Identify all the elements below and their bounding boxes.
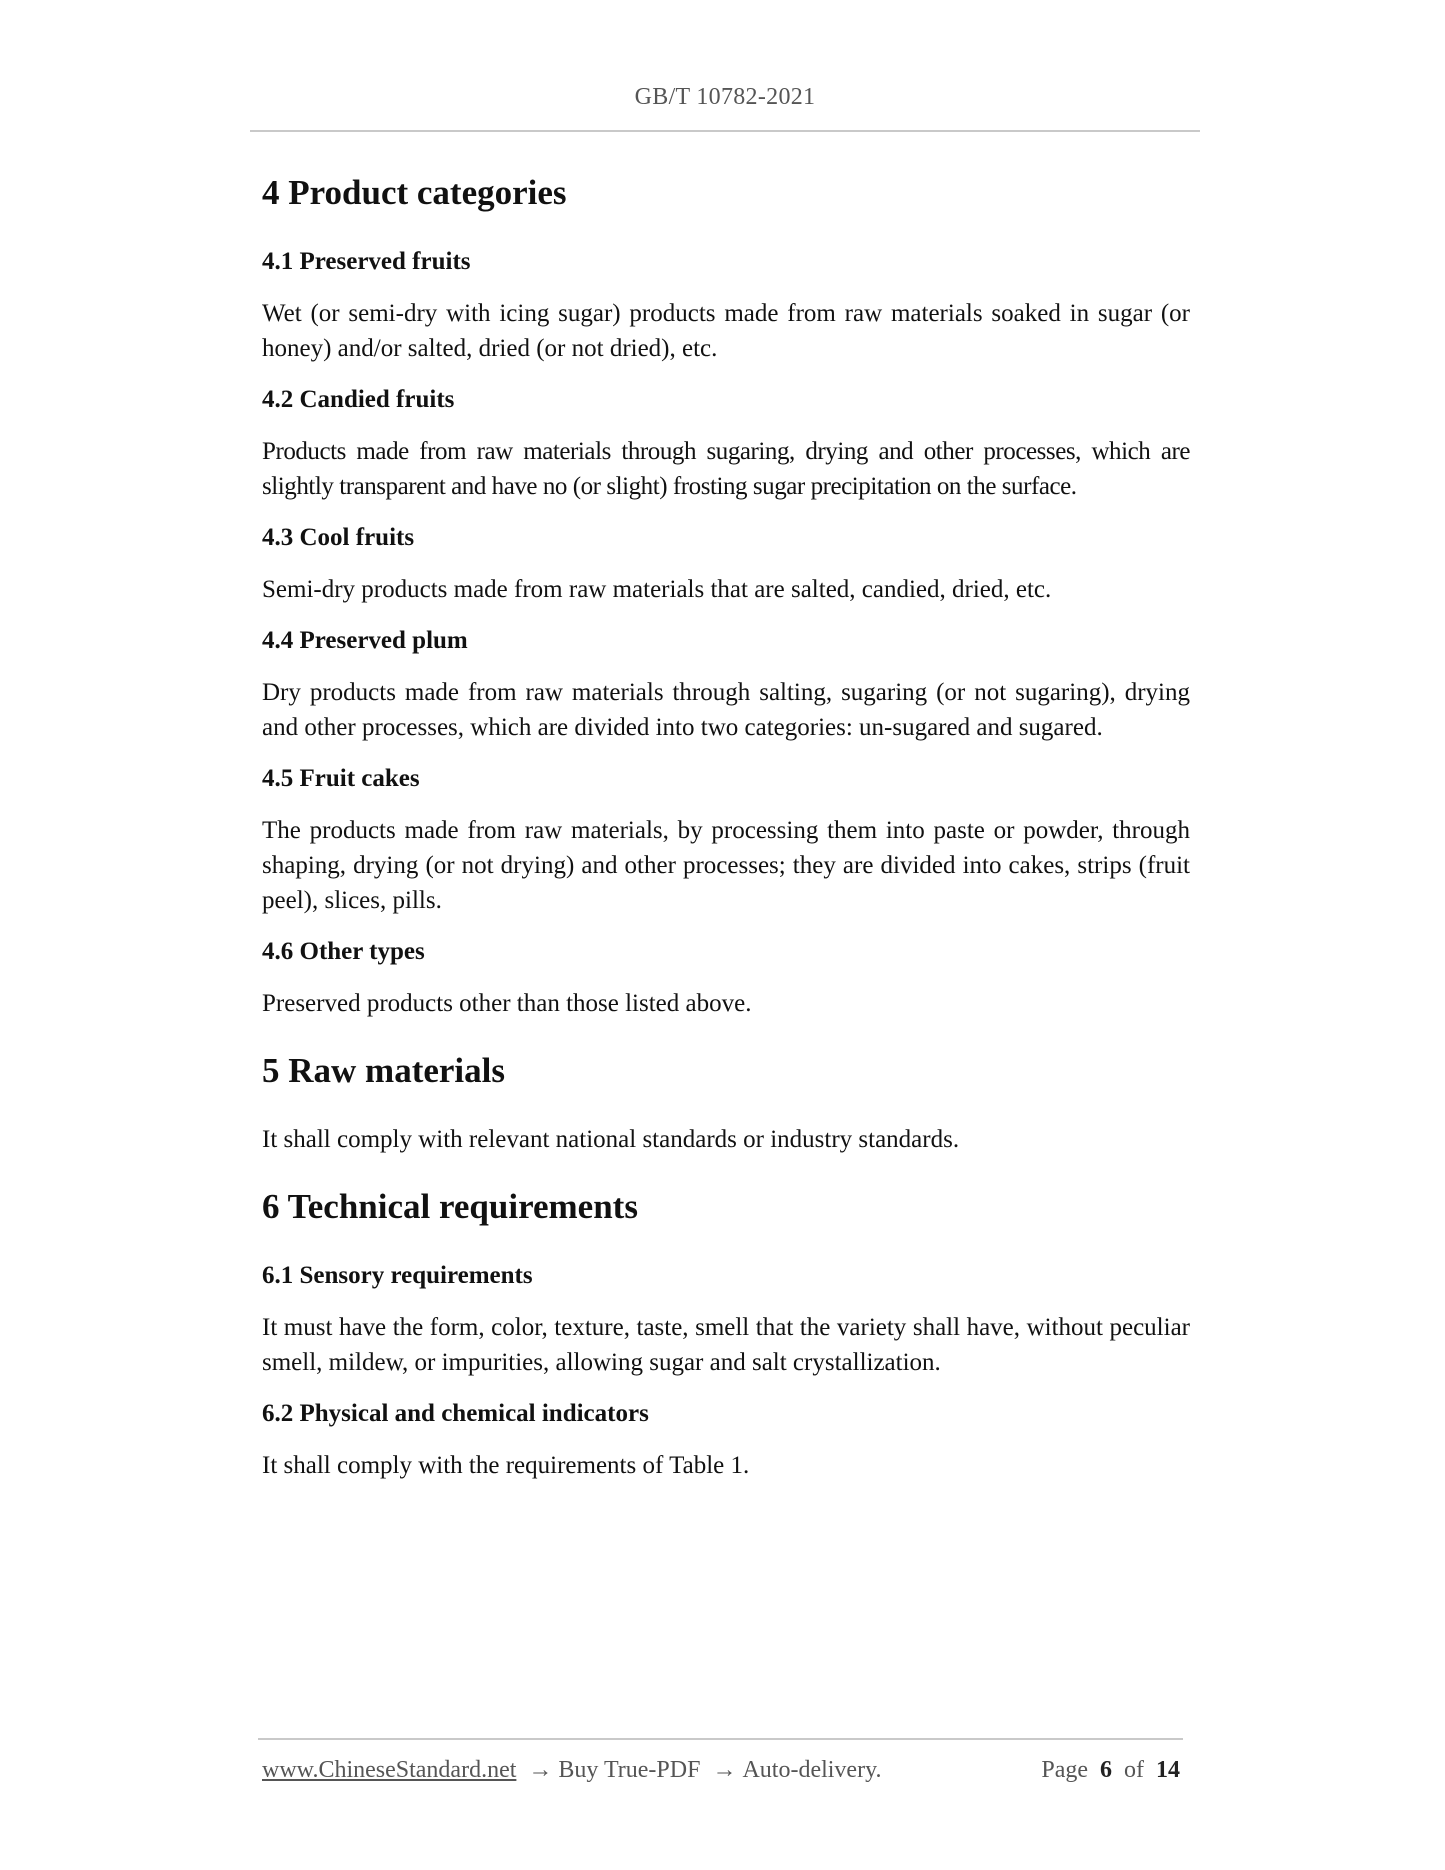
- delivery-text: Auto-delivery.: [742, 1757, 882, 1783]
- section-4-5-heading: 4.5 Fruit cakes: [262, 765, 420, 792]
- footer-divider: [258, 1738, 1183, 1740]
- section-4-heading: 4 Product categories: [262, 173, 567, 212]
- page-label: Page: [1041, 1757, 1088, 1783]
- section-6-2-heading: 6.2 Physical and chemical indicators: [262, 1400, 649, 1427]
- section-4-2-heading: 4.2 Candied fruits: [262, 386, 455, 413]
- section-4-5-text: The products made from raw materials, by processing them into paste or powder, through shaping, drying (or not drying) and other processes; they are divided into cakes, strips (fruit peel), slices, pills.: [262, 817, 1190, 914]
- section-4-2-text: Products made from raw materials through sugaring, drying and other processes, which are slightly transparent and have no (or slight) frosting sugar precipitation on the surface.: [262, 438, 1190, 500]
- section-5-text: It shall comply with relevant national standards or industry standards.: [262, 1126, 960, 1153]
- header-doc-code: GB/T 10782-2021: [634, 84, 816, 110]
- page-content: [262, 150, 1190, 1483]
- of-label: of: [1124, 1757, 1144, 1783]
- section-4-6-text: Preserved products other than those listed above.: [262, 990, 752, 1017]
- arrow-right-icon: →: [712, 1757, 737, 1783]
- section-6-heading: 6 Technical requirements: [262, 1187, 638, 1226]
- section-4-3-text: Semi-dry products made from raw materials that are salted, candied, dried, etc.: [262, 576, 1052, 603]
- page-indicator: [1041, 1757, 1180, 1784]
- section-6-1-heading: 6.1 Sensory requirements: [262, 1262, 533, 1289]
- section-4-6-heading: 4.6 Other types: [262, 938, 425, 965]
- section-6-1-text: It must have the form, color, texture, taste, smell that the variety shall have, without peculiar smell, mildew, or impurities, allowing sugar and salt crystallization.: [262, 1314, 1190, 1376]
- site-link[interactable]: www.ChineseStandard.net: [262, 1757, 517, 1783]
- section-5-heading: 5 Raw materials: [262, 1051, 506, 1090]
- section-4-1-text: Wet (or semi-dry with icing sugar) products made from raw materials soaked in sugar (or honey) and/or salted, dried (or not dried), etc.: [262, 300, 1190, 362]
- section-4-3-heading: 4.3 Cool fruits: [262, 524, 415, 551]
- footer-promo: [262, 1757, 882, 1784]
- page-total: 14: [1156, 1757, 1180, 1783]
- section-4-4-heading: 4.4 Preserved plum: [262, 627, 468, 654]
- section-4-4-text: Dry products made from raw materials through salting, sugaring (or not sugaring), drying and other processes, which are divided into two categories: un-sugared and sugared.: [262, 679, 1190, 741]
- arrow-right-icon: →: [528, 1757, 553, 1783]
- section-4-1-heading: 4.1 Preserved fruits: [262, 248, 471, 275]
- section-6-2-text: It shall comply with the requirements of Table 1.: [262, 1452, 750, 1479]
- page-number: 6: [1100, 1757, 1112, 1783]
- buy-text: Buy True-PDF: [558, 1757, 701, 1783]
- header-divider: [250, 130, 1200, 132]
